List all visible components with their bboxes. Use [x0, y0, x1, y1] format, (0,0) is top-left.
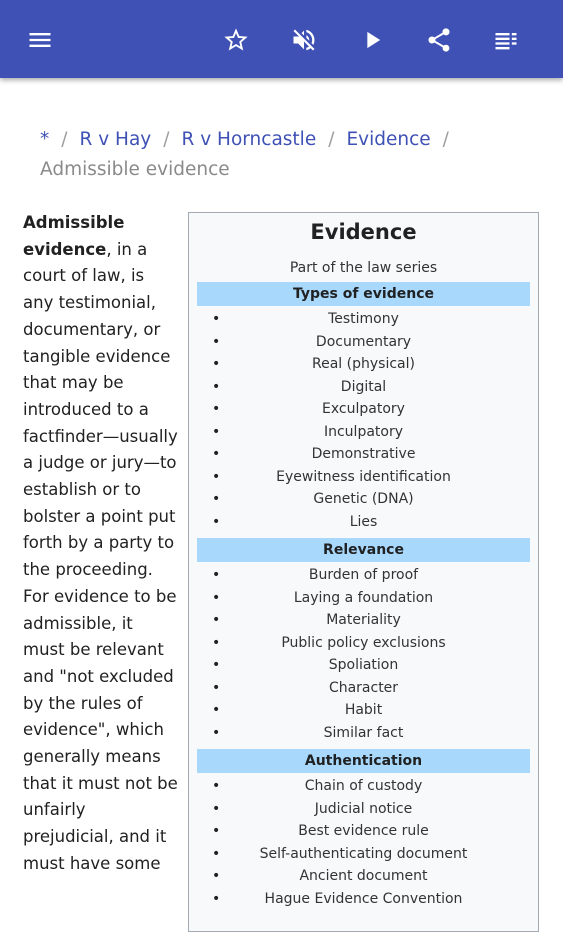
article-text: , in a court of law, is any testimonial, documentary, or tangible evidence that may be introduced to a factfinder—usually a judge or jury—to establish or to bolster a point put forth by a party to the proceeding. For evidence to be admissible, it must be relevant and "not excluded by the rules of evidence", which generally means that it must not be unfairly prejudicial, and it must have some — [23, 239, 178, 873]
infobox-link[interactable]: • Best evidence rule — [197, 820, 530, 843]
app-bar — [0, 0, 563, 78]
play-icon[interactable] — [356, 24, 388, 56]
breadcrumb-separator: / — [328, 129, 335, 150]
breadcrumb-separator: / — [163, 129, 170, 150]
breadcrumb-home-link[interactable]: * — [40, 129, 50, 150]
breadcrumb-separator: / — [442, 129, 449, 150]
infobox-link[interactable]: • Burden of proof — [197, 564, 530, 587]
infobox-link[interactable]: • Inculpatory — [197, 421, 530, 444]
infobox-section-header: Relevance — [197, 538, 530, 562]
breadcrumb-link-r-v-horncastle[interactable]: R v Horncastle — [181, 129, 317, 150]
infobox-title: Evidence — [310, 220, 417, 244]
infobox-subtitle: Part of the law series — [289, 260, 438, 276]
breadcrumb — [40, 125, 540, 185]
infobox-link[interactable]: • Documentary — [197, 331, 530, 354]
infobox-link[interactable]: • Spoliation — [197, 654, 530, 677]
infobox-link[interactable]: • Testimony — [197, 308, 530, 331]
playlist-icon[interactable] — [490, 24, 522, 56]
infobox-section-list — [197, 308, 530, 533]
breadcrumb-separator: / — [61, 129, 68, 150]
infobox-link[interactable]: • Laying a foundation — [197, 587, 530, 610]
infobox-link[interactable]: • Real (physical) — [197, 353, 530, 376]
article-bold-term: Admissible evidence — [23, 213, 125, 259]
infobox-link[interactable]: • Ancient document — [197, 865, 530, 888]
star-outline-icon[interactable] — [220, 24, 252, 56]
infobox-link[interactable]: • Demonstrative — [197, 443, 530, 466]
volume-off-icon[interactable] — [288, 24, 320, 56]
infobox-link[interactable]: • Similar fact — [197, 722, 530, 745]
infobox-section-header: Types of evidence — [197, 282, 530, 306]
infobox-sections — [189, 282, 538, 910]
infobox-section-list — [197, 775, 530, 910]
breadcrumb-current: Admissible evidence — [40, 159, 230, 180]
infobox-link[interactable]: • Hague Evidence Convention — [197, 888, 530, 911]
evidence-infobox — [188, 212, 539, 932]
breadcrumb-link-evidence[interactable]: Evidence — [346, 129, 431, 150]
breadcrumb-link-r-v-hay[interactable]: R v Hay — [79, 129, 152, 150]
infobox-link[interactable]: • Exculpatory — [197, 398, 530, 421]
infobox-link[interactable]: • Chain of custody — [197, 775, 530, 798]
infobox-section-header: Authentication — [197, 749, 530, 773]
infobox-section-list — [197, 564, 530, 744]
infobox-link[interactable]: • Lies — [197, 511, 530, 534]
infobox-link[interactable]: • Materiality — [197, 609, 530, 632]
share-icon[interactable] — [423, 24, 455, 56]
infobox-link[interactable]: • Self-authenticating document — [197, 843, 530, 866]
menu-icon[interactable] — [24, 24, 56, 56]
infobox-link[interactable]: • Habit — [197, 699, 530, 722]
article-paragraph — [23, 210, 178, 878]
infobox-link[interactable]: • Judicial notice — [197, 798, 530, 821]
infobox-link[interactable]: • Public policy exclusions — [197, 632, 530, 655]
infobox-link[interactable]: • Eyewitness identification — [197, 466, 530, 489]
infobox-link[interactable]: • Character — [197, 677, 530, 700]
infobox-link[interactable]: • Genetic (DNA) — [197, 488, 530, 511]
infobox-link[interactable]: • Digital — [197, 376, 530, 399]
